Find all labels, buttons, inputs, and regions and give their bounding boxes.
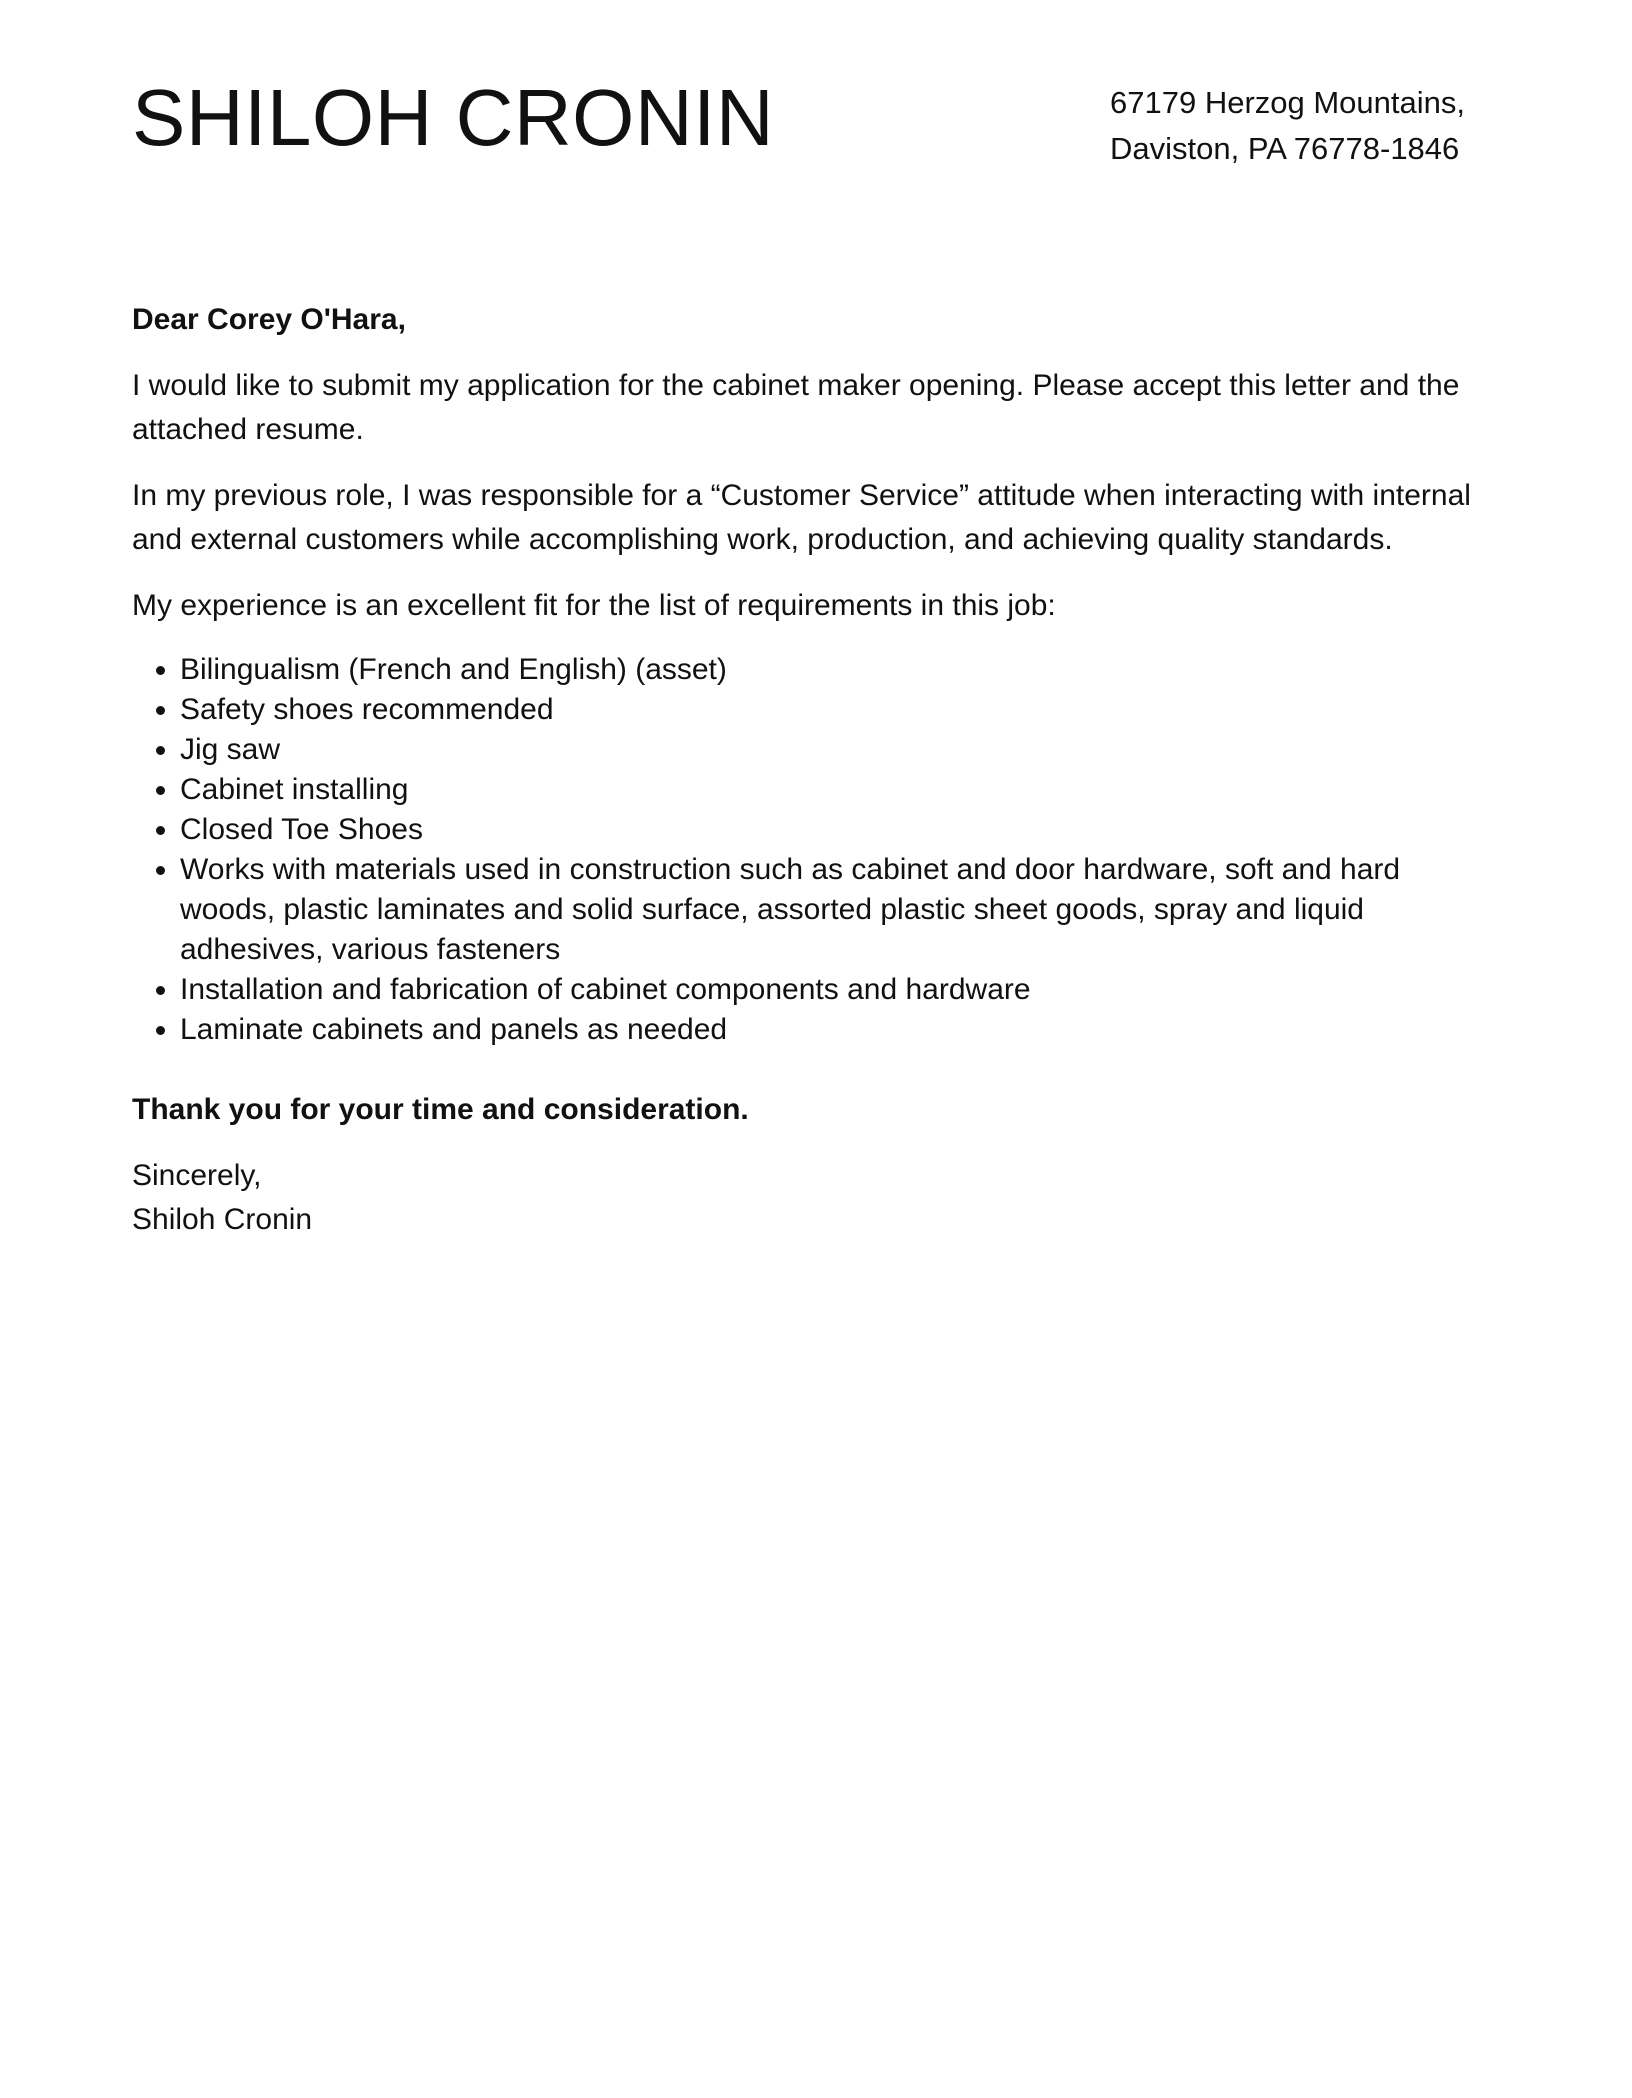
applicant-address [1110,80,1465,172]
list-item: • Jig saw [180,730,1502,770]
requirements-list [132,650,1502,1050]
list-item: • Works with materials used in construction such as cabinet and door hardware, soft and hard woods, plastic laminates and solid surface, assorted plastic sheet goods, spray and liquid adhesives, various fasteners [180,850,1502,970]
closing-phrase: Sincerely, [132,1159,262,1192]
list-item: • Laminate cabinets and panels as needed [180,1010,1502,1050]
address-line-2: Daviston, PA 76778-1846 [1110,131,1460,166]
experience-paragraph: In my previous role, I was responsible for a “Customer Service” attitude when interacting with internal and external customers while accomplishing work, production, and achieving quality standards. [132,479,1471,556]
thanks-line: Thank you for your time and consideration. [132,1093,749,1126]
intro-paragraph: I would like to submit my application for the cabinet maker opening. Please accept this letter and the attached resume. [132,369,1460,446]
list-item: • Installation and fabrication of cabinet components and hardware [180,970,1502,1010]
list-item: • Cabinet installing [180,770,1502,810]
requirements-intro: My experience is an excellent fit for the list of requirements in this job: [132,589,1056,622]
letter-body [132,298,1502,1242]
address-line-1: 67179 Herzog Mountains, [1110,85,1466,120]
signature-name: Shiloh Cronin [132,1203,313,1236]
applicant-name: SHILOH CRONIN [132,73,775,162]
list-item: • Closed Toe Shoes [180,810,1502,850]
closing-block [132,1154,1502,1242]
salutation: Dear Corey O'Hara, [132,303,406,336]
list-item: • Safety shoes recommended [180,690,1502,730]
list-item: • Bilingualism (French and English) (asset) [180,650,1502,690]
